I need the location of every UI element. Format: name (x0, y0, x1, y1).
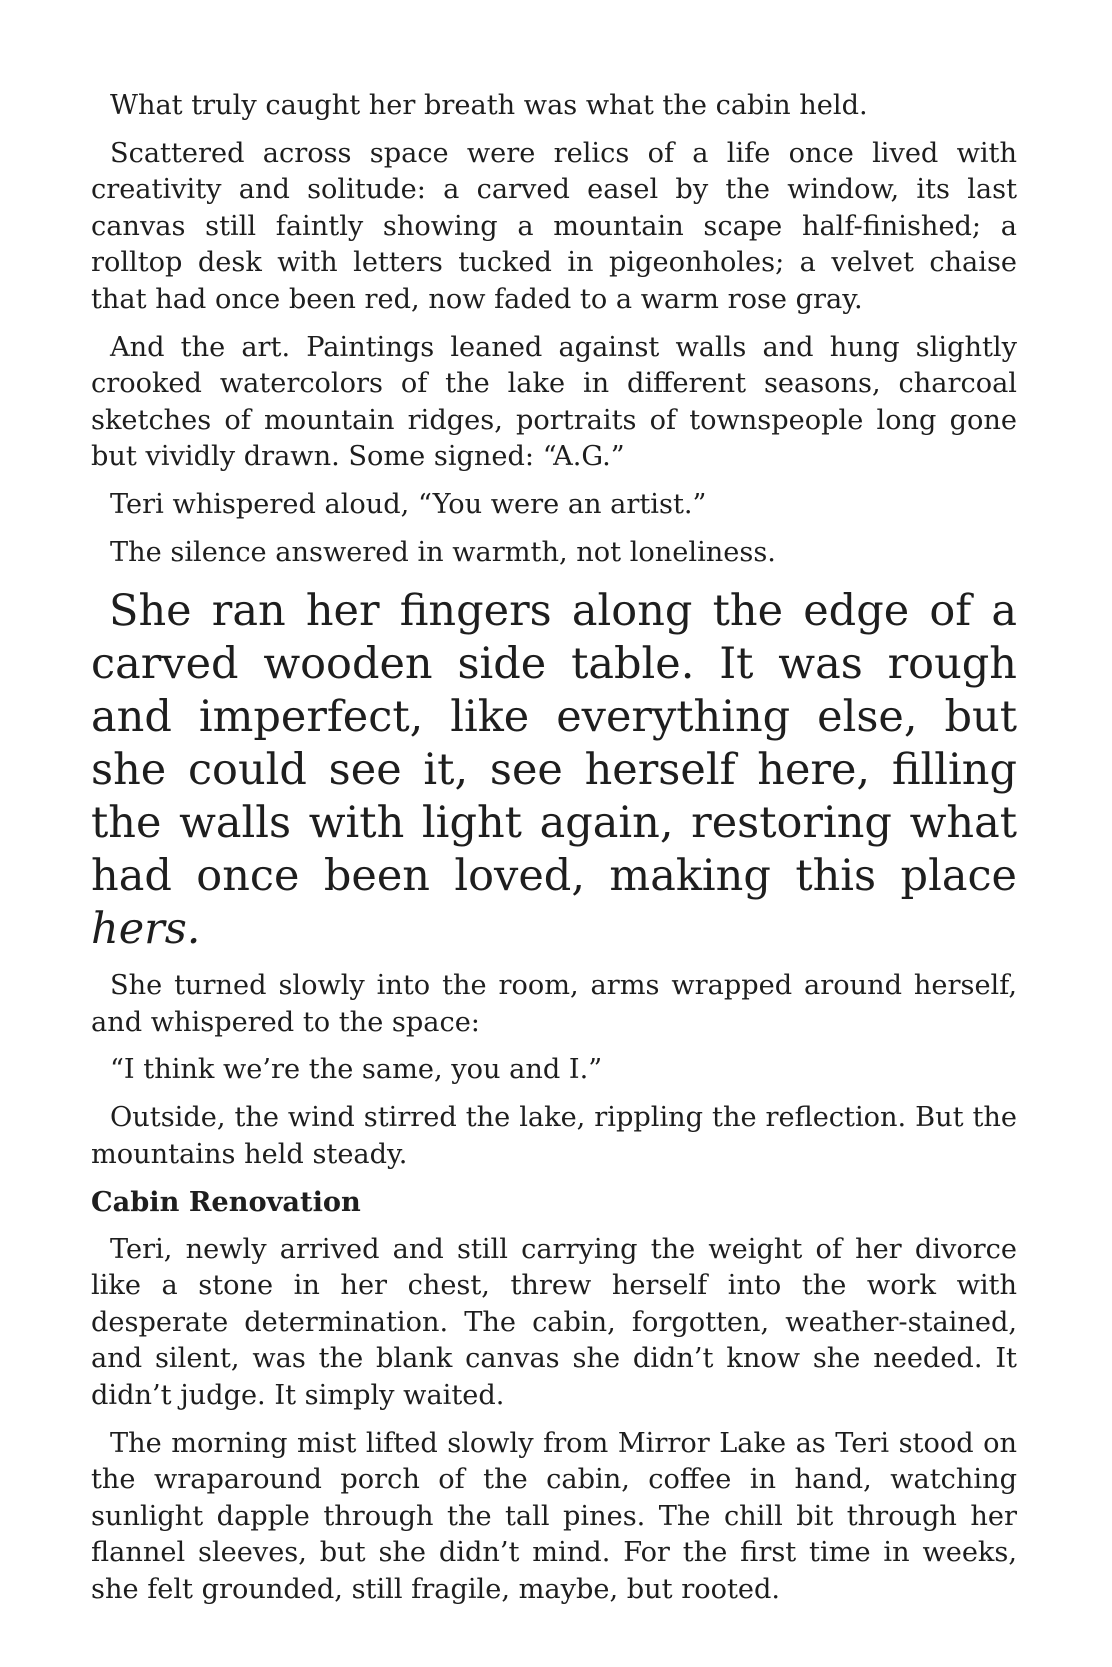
paragraph-teri-arrived: Teri, newly arrived and still carrying the weight of her divorce like a stone in her chest, threw herself into the work with desperate determination. The cabin, forgotten, weather-stained, and silent, was the blank canvas she didn’t know she needed. It didn’t judge. It simply waited. (91, 1233, 1017, 1412)
paragraph-relics: Scattered across space were relics of a life once lived with creativity and solitude: a carved easel by the window, its last canvas still faintly showing a mountain scape half-finished; a rolltop desk with letters tucked in pigeonholes; a velvet chaise that had once been red, now faded to a warm rose gray. (91, 137, 1017, 315)
paragraph-art: And the art. Paintings leaned against walls and hung slightly crooked watercolors of the lake in different seasons, charcoal sketches of mountain ridges, portraits of townspeople long gone but vividly drawn. Some signed: “A.G.” (91, 331, 1017, 473)
section-heading: Cabin Renovation (91, 1186, 361, 1219)
paragraph-side-table (91, 585, 1017, 956)
paragraph-turned: She turned slowly into the room, arms wrapped around herself, and whispered to the space: (91, 970, 1017, 1038)
paragraph-morning-mist: The morning mist lifted slowly from Mirror Lake as Teri stood on the wraparound porch of the cabin, coffee in hand, watching sunlight dapple through the tall pines. The chill bit through her flannel sleeves, but she didn’t mind. For the first time in weeks, she felt grounded, still fragile, maybe, but rooted. (91, 1427, 1017, 1606)
paragraph-outside: Outside, the wind stirred the lake, rippling the reflection. But the mountains held steady. (91, 1101, 1017, 1170)
emphasis-hers: hers. (91, 904, 201, 955)
document-page (91, 88, 1017, 1609)
paragraph-silence: The silence answered in warmth, not loneliness. (110, 536, 776, 568)
paragraph-same-quote: “I think we’re the same, you and I.” (110, 1054, 603, 1086)
paragraph-cabin-held: What truly caught her breath was what the cabin held. (110, 90, 868, 121)
paragraph-artist-whisper: Teri whispered aloud, “You were an artist.” (110, 488, 707, 520)
side-table-text: She ran her fingers along the edge of a carved wooden side table. It was rough and imperfect, like everything else, but she could see it, see herself here, filling the walls with light again, restoring what had once been loved, making this place (91, 586, 1017, 902)
